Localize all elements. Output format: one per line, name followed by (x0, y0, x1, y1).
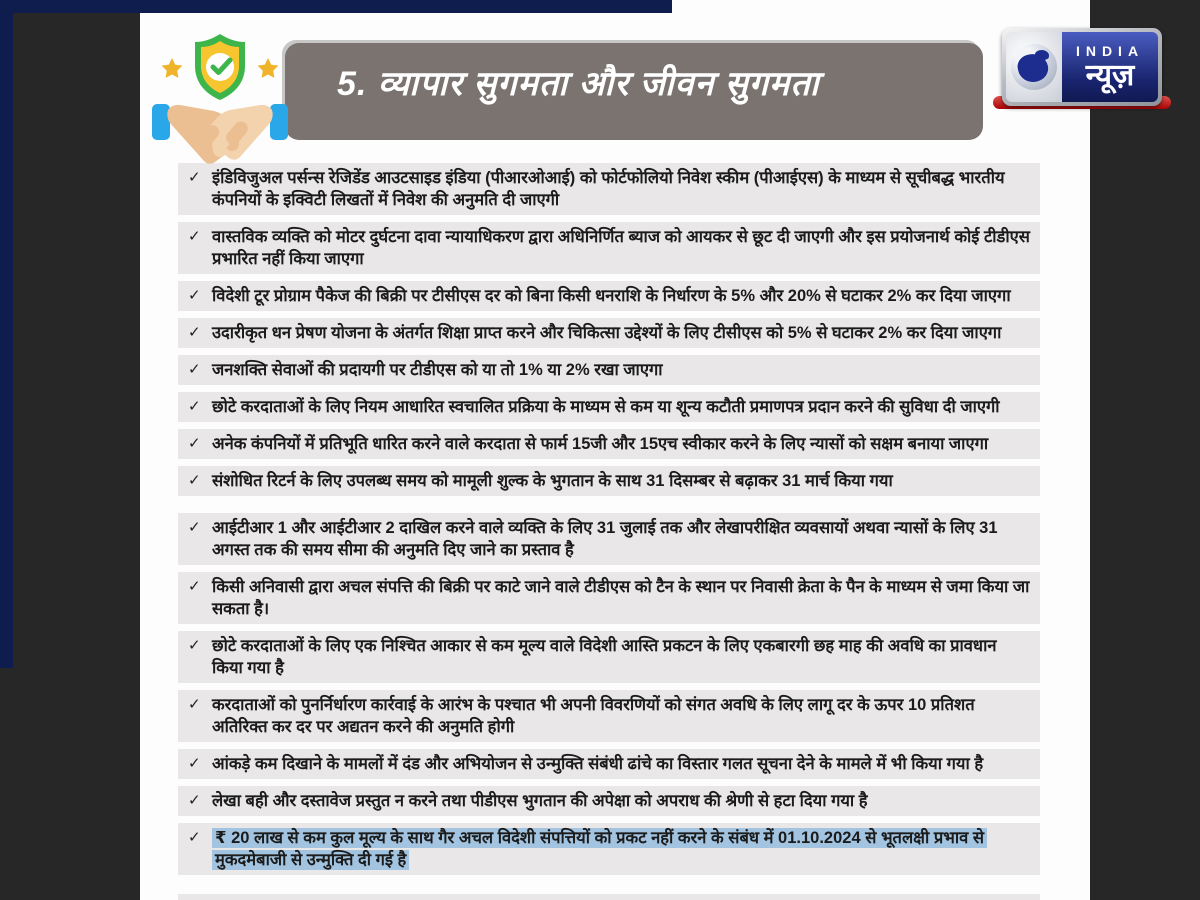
list-item-text: जनशक्ति सेवाओं की प्रदायगी पर टीडीएस को या तो 1% या 2% रखा जाएगा (212, 361, 663, 379)
list-item (178, 513, 1040, 565)
shield-check-icon (195, 34, 245, 100)
channel-logo (993, 26, 1171, 112)
checkmark-icon: ✓ (188, 169, 201, 186)
list-item (178, 392, 1040, 422)
list-item-text (212, 827, 1030, 871)
checkmark-icon: ✓ (188, 578, 201, 595)
list-item (178, 823, 1040, 875)
logo-text (1062, 32, 1158, 102)
handshake-icon (152, 104, 288, 164)
handshake-shield-icon (150, 32, 290, 167)
handshake-shield-svg (150, 32, 290, 167)
list-item-text: विदेशी टूर प्रोग्राम पैकेज की बिक्री पर टीसीएस दर को बिना किसी धनराशि के निर्धारण के 5% और 20% से घटाकर 2% कर दिया जाएगा (212, 287, 1011, 305)
checkmark-icon: ✓ (188, 435, 201, 452)
checkmark-icon: ✓ (188, 755, 201, 772)
list-item (178, 222, 1040, 274)
checkmark-icon: ✓ (188, 829, 201, 846)
slide-title-bar (285, 43, 983, 140)
checkmark-icon: ✓ (188, 361, 201, 378)
list-item (178, 690, 1040, 742)
checkmark-icon: ✓ (188, 637, 201, 654)
checkmark-icon: ✓ (188, 287, 201, 304)
list-item-text: वास्तविक व्यक्ति को मोटर दुर्घटना दावा न्यायाधिकरण द्वारा अधिनिर्णित ब्याज को आयकर से छूट दी जाएगी और इस प्रयोजनार्थ कोई टीडीएस प्रभारित नहीं किया जाएगा (212, 228, 1030, 268)
checkmark-icon: ✓ (188, 792, 201, 809)
checkmark-icon: ✓ (188, 398, 201, 415)
logo-line1: INDIA (1075, 42, 1145, 59)
next-row-sliver (178, 894, 1040, 900)
list-item (178, 786, 1040, 816)
bullet-list (178, 163, 1040, 882)
star-right-icon (258, 58, 279, 78)
list-item-text: छोटे करदाताओं के लिए एक निश्चित आकार से कम मूल्य वाले विदेशी आस्ति प्रकटन के लिए एकबारगी छह माह की अवधि का प्रावधान किया गया है (212, 637, 997, 677)
checkmark-icon: ✓ (188, 228, 201, 245)
list-item (178, 466, 1040, 496)
list-item (178, 572, 1040, 624)
star-left-icon (162, 58, 183, 78)
checkmark-icon: ✓ (188, 472, 201, 489)
list-item (178, 163, 1040, 215)
list-item-text: उदारीकृत धन प्रेषण योजना के अंतर्गत शिक्षा प्राप्त करने और चिकित्सा उद्देश्यों के लिए टीसीएस को 5% से घटाकर 2% कर दिया जाएगा (212, 324, 1002, 342)
list-item-text: आईटीआर 1 और आईटीआर 2 दाखिल करने वाले व्यक्ति के लिए 31 जुलाई तक और लेखापरीक्षित व्यवसायों अथवा न्यासों के लिए 31 अगस्त तक की समय सीमा की अनुमति दिए जाने का प्रस्ताव है (212, 519, 998, 559)
checkmark-icon: ✓ (188, 324, 201, 341)
list-item-text: किसी अनिवासी द्वारा अचल संपत्ति की बिक्री पर काटे जाने वाले टीडीएस को टैन के स्थान पर निवासी क्रेता के पैन के माध्यम से जमा किया जा सकता है। (212, 578, 1030, 618)
highlighted-text: ₹ 20 लाख से कम कुल मूल्य के साथ गैर अचल विदेशी संपत्तियों को प्रकट नहीं करने के संबंध में 01.10.2024 से भूतलक्षी प्रभाव से मुकदमेबाजी से उन्मुक्ति दी गई है (212, 828, 987, 870)
top-navy-bar (0, 0, 672, 13)
list-item (178, 318, 1040, 348)
list-item-text: छोटे करदाताओं के लिए नियम आधारित स्वचालित प्रक्रिया के माध्यम से कम या शून्य कटौती प्रमाणपत्र प्रदान करने की सुविधा दी जाएगी (212, 398, 1000, 416)
list-item (178, 281, 1040, 311)
list-item-text: संशोधित रिटर्न के लिए उपलब्ध समय को मामूली शुल्क के भुगतान के साथ 31 दिसम्बर से बढ़ाकर 31 मार्च किया गया (212, 472, 893, 490)
page-title: 5. व्यापार सुगमता और जीवन सुगमता (337, 65, 820, 103)
checkmark-icon: ✓ (188, 519, 201, 536)
list-item-text: लेखा बही और दस्तावेज प्रस्तुत न करने तथा पीडीएस भुगतान की अपेक्षा को अपराध की श्रेणी से हटा दिया गया है (212, 792, 868, 810)
list-item (178, 355, 1040, 385)
logo-line2: न्यूज़ (1085, 58, 1135, 92)
left-navy-strip (0, 0, 13, 668)
list-item-text: इंडिविजुअल पर्सन्स रेजिडेंड आउटसाइड इंडिया (पीआरओआई) को फोर्टफोलियो निवेश स्कीम (पीआईएस) के माध्यम से सूचीबद्ध भारतीय कंपनियों के इक्विटी लिखतों में निवेश की अनुमति दी जाएगी (212, 169, 1005, 209)
globe-icon (1006, 32, 1062, 102)
checkmark-icon: ✓ (188, 696, 201, 713)
list-item-text: आंकड़े कम दिखाने के मामलों में दंड और अभियोजन से उन्मुक्ति संबंधी ढांचे का विस्तार गलत सूचना देने के मामले में भी किया गया है (212, 755, 984, 773)
list-item (178, 429, 1040, 459)
list-item (178, 631, 1040, 683)
list-item-text: करदाताओं को पुनर्निर्धारण कार्रवाई के आरंभ के पश्चात भी अपनी विवरणियों को संगत अवधि के लिए लागू दर के ऊपर 10 प्रतिशत अतिरिक्त कर दर पर अद्यतन करने की अनुमति होगी (212, 696, 975, 736)
list-item-text: अनेक कंपनियों में प्रतिभूति धारित करने वाले करदाता से फार्म 15जी और 15एच स्वीकार करने के लिए न्यासों को सक्षम बनाया जाएगा (212, 435, 989, 453)
logo-box (1002, 28, 1162, 106)
list-item (178, 749, 1040, 779)
